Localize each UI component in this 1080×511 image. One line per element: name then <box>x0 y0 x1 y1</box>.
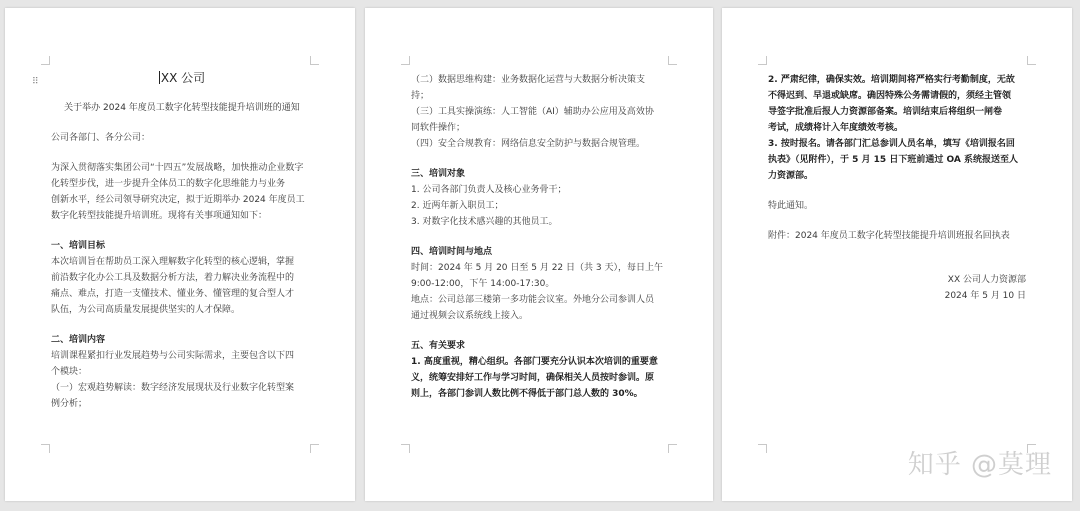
paragraph-line: 3. 按时报名。请各部门汇总参训人员名单，填写《培训报名回 <box>768 139 1015 149</box>
section-paragraph[interactable] <box>411 72 671 152</box>
greeting[interactable]: 公司各部门、各分公司： <box>51 133 151 143</box>
paragraph-line: 培训课程紧扣行业发展趋势与公司实际需求，主要包含以下四 <box>51 351 295 361</box>
section-paragraph[interactable] <box>411 260 671 324</box>
crop-mark <box>401 56 410 65</box>
paragraph-line: 队伍，为公司高质量发展提供坚实的人才保障。 <box>51 305 241 315</box>
paragraph-line: （三）工具实操演练：人工智能（AI）辅助办公应用及高效协 <box>411 107 654 117</box>
intro-paragraph[interactable] <box>51 160 313 224</box>
paragraph-line: 前沿数字化办公工具及数据分析方法，着力解决业务流程中的 <box>51 273 295 283</box>
section-paragraph[interactable] <box>51 348 313 412</box>
paragraph-line: （四）安全合规教育：网络信息安全防护与数据合规管理。 <box>411 139 646 149</box>
paragraph-line: 义，统筹安排好工作与学习时间，确保相关人员按时参训。原 <box>411 373 655 383</box>
crop-mark <box>758 444 767 453</box>
table-move-handle-icon[interactable]: ⠿ <box>32 77 39 87</box>
attachment-note[interactable]: 附件：2024 年度员工数字化转型技能提升培训班报名回执表 <box>768 231 1010 241</box>
paragraph-line: 个模块： <box>51 367 88 377</box>
section-list[interactable] <box>411 182 671 230</box>
signature-org[interactable]: XX 公司人力资源部 <box>947 275 1026 285</box>
paragraph-line: 痛点、难点，打造一支懂技术、懂业务、懂管理的复合型人才 <box>51 289 295 299</box>
paragraph-line: 力资源部。 <box>768 171 814 181</box>
crop-mark <box>1027 56 1036 65</box>
section-heading[interactable]: 四、培训时间与地点 <box>411 247 493 257</box>
crop-mark <box>668 444 677 453</box>
list-item: 2. 近两年新入职员工； <box>411 201 504 211</box>
crop-mark <box>310 56 319 65</box>
text-cursor <box>159 71 160 84</box>
paragraph-line: 地点：公司总部三楼第一多功能会议室。外地分公司参训人员 <box>411 295 655 305</box>
document-title[interactable] <box>51 70 313 90</box>
paragraph-line: 不得迟到、早退或缺席。确因特殊公务需请假的，须经主管领 <box>768 91 1012 101</box>
paragraph-line: 则上，各部门参训人数比例不得低于部门总人数的 30%。 <box>411 389 643 399</box>
paragraph-line: （二）数据思维构建：业务数据化运营与大数据分析决策支 <box>411 75 646 85</box>
crop-mark <box>758 56 767 65</box>
section-heading[interactable]: 五、有关要求 <box>411 341 466 351</box>
document-page-1 <box>5 8 355 501</box>
paragraph-line: 执表》（见附件），于 5 月 15 日下班前通过 OA 系统报送至人 <box>768 155 1018 165</box>
section-paragraph[interactable] <box>51 254 313 318</box>
crop-mark <box>668 56 677 65</box>
section-heading[interactable]: 二、培训内容 <box>51 335 106 345</box>
crop-mark <box>310 444 319 453</box>
list-item: 3. 对数字化技术感兴趣的其他员工。 <box>411 217 558 227</box>
paragraph-line: 创新水平，经公司领导研究决定，拟于近期举办 2024 年度员工 <box>51 195 305 205</box>
closing-text[interactable]: 特此通知。 <box>768 201 814 211</box>
paragraph-line: 本次培训旨在帮助员工深入理解数字化转型的核心逻辑，掌握 <box>51 257 295 267</box>
document-page-2 <box>365 8 713 501</box>
document-subtitle[interactable]: 关于举办 2024 年度员工数字化转型技能提升培训班的通知 <box>64 103 300 113</box>
section-heading[interactable]: 一、培训目标 <box>51 241 106 251</box>
section-heading[interactable]: 三、培训对象 <box>411 169 466 179</box>
document-page-3 <box>722 8 1072 501</box>
crop-mark <box>41 56 50 65</box>
paragraph-line: 时间：2024 年 5 月 20 日至 5 月 22 日（共 3 天），每日上午 <box>411 263 663 273</box>
list-item: 1. 公司各部门负责人及核心业务骨干； <box>411 185 567 195</box>
crop-mark <box>41 444 50 453</box>
paragraph-line: 为深入贯彻落实集团公司“十四五”发展战略，加快推动企业数字 <box>51 163 304 173</box>
section-paragraph[interactable] <box>768 72 1030 136</box>
paragraph-line: （一）宏观趋势解读：数字经济发展现状及行业数字化转型案 <box>51 383 295 393</box>
section-paragraph[interactable] <box>411 354 671 402</box>
watermark: 知乎 @莫理 <box>907 450 1052 480</box>
paragraph-line: 通过视频会议系统线上接入。 <box>411 311 529 321</box>
paragraph-line: 例分析； <box>51 399 88 409</box>
signature-date[interactable]: 2024 年 5 月 10 日 <box>944 291 1026 301</box>
crop-mark <box>401 444 410 453</box>
section-paragraph[interactable] <box>768 136 1030 184</box>
paragraph-line: 数字化转型技能提升培训班。现将有关事项通知如下： <box>51 211 268 221</box>
title-text: XX 公司 <box>160 71 206 85</box>
paragraph-line: 1. 高度重视，精心组织。各部门要充分认识本次培训的重要意 <box>411 357 658 367</box>
paragraph-line: 持； <box>411 91 430 101</box>
paragraph-line: 考试，成绩将计入年度绩效考核。 <box>768 123 904 133</box>
paragraph-line: 导签字批准后报人力资源部备案。培训结束后将组织一闸卷 <box>768 107 1003 117</box>
paragraph-line: 9:00-12:00，下午 14:00-17:30。 <box>411 279 555 289</box>
paragraph-line: 同软件操作； <box>411 123 466 133</box>
paragraph-line: 化转型步伐，进一步提升全体员工的数字化思维能力与业务 <box>51 179 286 189</box>
paragraph-line: 2. 严肃纪律，确保实效。培训期间将严格实行考勤制度，无故 <box>768 75 1015 85</box>
